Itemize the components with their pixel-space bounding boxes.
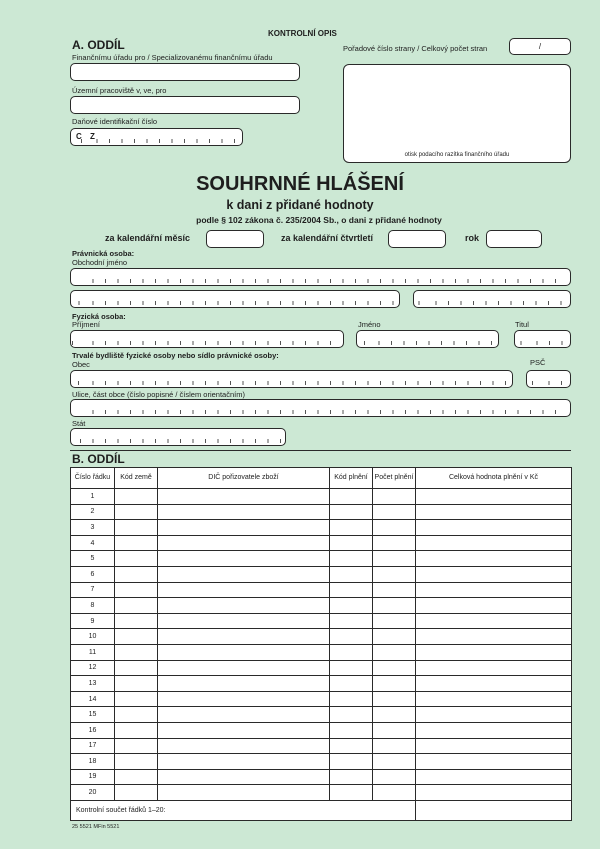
- buyer-vat-cell[interactable]: [158, 551, 330, 567]
- supply-code-cell[interactable]: [330, 707, 373, 723]
- table-row: [71, 520, 572, 536]
- total-value-cell[interactable]: [416, 738, 572, 754]
- firstname-field[interactable]: [356, 330, 499, 348]
- natural-person-heading: Fyzická osoba:: [72, 312, 126, 321]
- supply-count-cell[interactable]: [373, 769, 416, 785]
- buyer-vat-cell[interactable]: [158, 566, 330, 582]
- title-field[interactable]: [514, 330, 571, 348]
- supply-count-cell[interactable]: [373, 722, 416, 738]
- form-law-reference: podle § 102 zákona č. 235/2004 Sb., o dani z přidané hodnoty: [196, 215, 442, 225]
- buyer-vat-cell[interactable]: [158, 769, 330, 785]
- country-code-cell[interactable]: [115, 644, 158, 660]
- supply-count-cell[interactable]: [373, 566, 416, 582]
- supply-code-cell[interactable]: [330, 691, 373, 707]
- total-value-cell[interactable]: [416, 754, 572, 770]
- country-code-cell[interactable]: [115, 785, 158, 801]
- form-code: 25 5521 MFin 5521: [72, 824, 120, 830]
- col-header-country-code: Kód země: [115, 468, 158, 489]
- row-number: 16: [71, 722, 115, 738]
- buyer-vat-cell[interactable]: [158, 660, 330, 676]
- total-value-cell[interactable]: [416, 644, 572, 660]
- total-row: [71, 800, 572, 820]
- buyer-vat-cell[interactable]: [158, 504, 330, 520]
- total-value-cell[interactable]: [416, 800, 572, 820]
- buyer-vat-cell[interactable]: [158, 582, 330, 598]
- table-row: [71, 738, 572, 754]
- supply-code-cell[interactable]: [330, 644, 373, 660]
- row-number: 5: [71, 551, 115, 567]
- section-divider: [70, 450, 571, 451]
- row-number: 3: [71, 520, 115, 536]
- row-number: 4: [71, 535, 115, 551]
- workplace-field[interactable]: [70, 96, 300, 114]
- col-header-supply-code: Kód plnění: [330, 468, 373, 489]
- stamp-caption: otisk podacího razítka finančního úřadu: [404, 152, 510, 158]
- supply-count-cell[interactable]: [373, 598, 416, 614]
- buyer-vat-cell[interactable]: [158, 722, 330, 738]
- stamp-area: [343, 64, 571, 163]
- country-code-cell[interactable]: [115, 707, 158, 723]
- surname-field[interactable]: [70, 330, 344, 348]
- total-value-cell[interactable]: [416, 691, 572, 707]
- supply-count-cell[interactable]: [373, 489, 416, 505]
- country-code-cell[interactable]: [115, 613, 158, 629]
- page-counter-field[interactable]: [509, 38, 571, 55]
- row-number: 8: [71, 598, 115, 614]
- buyer-vat-cell[interactable]: [158, 676, 330, 692]
- supply-code-cell[interactable]: [330, 738, 373, 754]
- table-header-row: [71, 468, 572, 489]
- country-field[interactable]: [70, 428, 286, 446]
- supply-code-cell[interactable]: [330, 598, 373, 614]
- col-header-supply-count: Počet plnění: [373, 468, 416, 489]
- country-code-cell[interactable]: [115, 551, 158, 567]
- country-code-cell[interactable]: [115, 598, 158, 614]
- total-value-cell[interactable]: [416, 722, 572, 738]
- supply-count-cell[interactable]: [373, 691, 416, 707]
- month-field[interactable]: [206, 230, 264, 248]
- supply-code-cell[interactable]: [330, 769, 373, 785]
- supply-code-cell[interactable]: [330, 629, 373, 645]
- supply-count-cell[interactable]: [373, 629, 416, 645]
- supply-count-cell[interactable]: [373, 535, 416, 551]
- tax-office-label: Finančnímu úřadu pro / Specializovanému finančnímu úřadu: [72, 53, 273, 62]
- dic-prefix: C Z: [76, 132, 98, 141]
- buyer-vat-cell[interactable]: [158, 738, 330, 754]
- country-code-cell[interactable]: [115, 660, 158, 676]
- supply-code-cell[interactable]: [330, 722, 373, 738]
- form-title: SOUHRNNÉ HLÁŠENÍ: [196, 173, 404, 195]
- supply-code-cell[interactable]: [330, 676, 373, 692]
- total-value-cell[interactable]: [416, 489, 572, 505]
- supply-count-cell[interactable]: [373, 738, 416, 754]
- supply-code-cell[interactable]: [330, 660, 373, 676]
- row-number: 13: [71, 676, 115, 692]
- buyer-vat-cell[interactable]: [158, 691, 330, 707]
- row-number: 6: [71, 566, 115, 582]
- table-row: [71, 551, 572, 567]
- supply-count-cell[interactable]: [373, 707, 416, 723]
- supply-count-cell[interactable]: [373, 504, 416, 520]
- supply-count-cell[interactable]: [373, 613, 416, 629]
- title-label: Titul: [515, 320, 529, 329]
- table-row: [71, 629, 572, 645]
- country-code-cell[interactable]: [115, 754, 158, 770]
- dic-label: Daňové identifikační číslo: [72, 117, 158, 126]
- country-code-cell[interactable]: [115, 520, 158, 536]
- row-number: 14: [71, 691, 115, 707]
- row-number: 18: [71, 754, 115, 770]
- supply-code-cell[interactable]: [330, 504, 373, 520]
- workplace-label: Územní pracoviště v, ve, pro: [72, 86, 167, 95]
- supply-code-cell[interactable]: [330, 754, 373, 770]
- section-b-table: [70, 467, 572, 821]
- buyer-vat-cell[interactable]: [158, 598, 330, 614]
- firstname-label: Jméno: [358, 320, 381, 329]
- col-header-row-number: Číslo řádku: [71, 468, 115, 489]
- supply-count-cell[interactable]: [373, 676, 416, 692]
- supply-count-cell[interactable]: [373, 582, 416, 598]
- table-row: [71, 489, 572, 505]
- country-code-cell[interactable]: [115, 535, 158, 551]
- row-number: 2: [71, 504, 115, 520]
- tax-office-field[interactable]: [70, 63, 300, 81]
- year-label: rok: [465, 233, 480, 243]
- total-value-cell[interactable]: [416, 769, 572, 785]
- country-code-cell[interactable]: [115, 738, 158, 754]
- company-name-field-2[interactable]: [70, 290, 400, 308]
- buyer-vat-cell[interactable]: [158, 489, 330, 505]
- total-value-cell[interactable]: [416, 551, 572, 567]
- table-row: [71, 582, 572, 598]
- company-name-field-1[interactable]: [70, 268, 571, 286]
- total-value-cell[interactable]: [416, 785, 572, 801]
- buyer-vat-cell[interactable]: [158, 644, 330, 660]
- supply-count-cell[interactable]: [373, 520, 416, 536]
- company-name-label: Obchodní jméno: [72, 258, 128, 267]
- quarter-label: za kalendářní čtvrtletí: [281, 233, 374, 243]
- table-row: [71, 722, 572, 738]
- country-code-cell[interactable]: [115, 722, 158, 738]
- supply-count-cell[interactable]: [373, 785, 416, 801]
- zip-label: PSČ: [530, 358, 546, 367]
- street-label: Ulice, část obce (číslo popisné / číslem orientačním): [72, 390, 245, 399]
- table-row: [71, 566, 572, 582]
- table-row: [71, 598, 572, 614]
- buyer-vat-cell[interactable]: [158, 785, 330, 801]
- supply-code-cell[interactable]: [330, 551, 373, 567]
- year-field[interactable]: [486, 230, 542, 248]
- table-row: [71, 676, 572, 692]
- country-code-cell[interactable]: [115, 504, 158, 520]
- row-number: 11: [71, 644, 115, 660]
- country-code-cell[interactable]: [115, 676, 158, 692]
- table-row: [71, 504, 572, 520]
- section-b-heading: B. ODDÍL: [72, 452, 125, 466]
- country-code-cell[interactable]: [115, 489, 158, 505]
- city-label: Obec: [72, 360, 90, 369]
- total-value-cell[interactable]: [416, 707, 572, 723]
- city-field[interactable]: [70, 370, 513, 388]
- total-label: Kontrolní součet řádků 1–20:: [71, 800, 416, 820]
- row-number: 19: [71, 769, 115, 785]
- supply-code-cell[interactable]: [330, 535, 373, 551]
- table-row: [71, 613, 572, 629]
- total-value-cell[interactable]: [416, 535, 572, 551]
- col-header-buyer-vat: DIČ pořizovatele zboží: [158, 468, 330, 489]
- supply-count-cell[interactable]: [373, 551, 416, 567]
- section-a-heading: A. ODDÍL: [72, 38, 125, 52]
- total-value-cell[interactable]: [416, 598, 572, 614]
- total-value-cell[interactable]: [416, 566, 572, 582]
- total-value-cell[interactable]: [416, 676, 572, 692]
- total-value-cell[interactable]: [416, 613, 572, 629]
- buyer-vat-cell[interactable]: [158, 707, 330, 723]
- copy-label: KONTROLNÍ OPIS: [268, 29, 337, 38]
- country-code-cell[interactable]: [115, 566, 158, 582]
- country-code-cell[interactable]: [115, 691, 158, 707]
- legal-person-heading: Právnická osoba:: [72, 249, 135, 258]
- col-header-total-value: Celková hodnota plnění v Kč: [416, 468, 572, 489]
- total-value-cell[interactable]: [416, 660, 572, 676]
- company-name-field-3[interactable]: [413, 290, 571, 308]
- row-number: 17: [71, 738, 115, 754]
- buyer-vat-cell[interactable]: [158, 629, 330, 645]
- table-row: [71, 707, 572, 723]
- row-number: 10: [71, 629, 115, 645]
- table-row: [71, 785, 572, 801]
- supply-code-cell[interactable]: [330, 520, 373, 536]
- row-number: 9: [71, 613, 115, 629]
- table-row: [71, 535, 572, 551]
- row-number: 20: [71, 785, 115, 801]
- country-code-cell[interactable]: [115, 769, 158, 785]
- page-counter-label: Pořadové číslo strany / Celkový počet stran: [343, 44, 488, 53]
- supply-code-cell[interactable]: [330, 785, 373, 801]
- buyer-vat-cell[interactable]: [158, 613, 330, 629]
- buyer-vat-cell[interactable]: [158, 535, 330, 551]
- row-number: 15: [71, 707, 115, 723]
- country-code-cell[interactable]: [115, 629, 158, 645]
- zip-field[interactable]: [526, 370, 571, 388]
- buyer-vat-cell[interactable]: [158, 754, 330, 770]
- table-row: [71, 691, 572, 707]
- country-code-cell[interactable]: [115, 582, 158, 598]
- month-label: za kalendářní měsíc: [105, 233, 191, 243]
- table-row: [71, 644, 572, 660]
- row-number: 12: [71, 660, 115, 676]
- street-field[interactable]: [70, 399, 571, 417]
- supply-count-cell[interactable]: [373, 644, 416, 660]
- supply-code-cell[interactable]: [330, 566, 373, 582]
- total-value-cell[interactable]: [416, 582, 572, 598]
- total-value-cell[interactable]: [416, 629, 572, 645]
- supply-code-cell[interactable]: [330, 489, 373, 505]
- country-label: Stát: [72, 419, 86, 428]
- table-row: [71, 769, 572, 785]
- buyer-vat-cell[interactable]: [158, 520, 330, 536]
- supply-count-cell[interactable]: [373, 754, 416, 770]
- quarter-field[interactable]: [388, 230, 446, 248]
- table-row: [71, 754, 572, 770]
- supply-code-cell[interactable]: [330, 582, 373, 598]
- total-value-cell[interactable]: [416, 520, 572, 536]
- row-number: 7: [71, 582, 115, 598]
- total-value-cell[interactable]: [416, 504, 572, 520]
- supply-code-cell[interactable]: [330, 613, 373, 629]
- page-counter-value: /: [538, 42, 542, 51]
- table-row: [71, 660, 572, 676]
- row-number: 1: [71, 489, 115, 505]
- dic-field[interactable]: [70, 128, 243, 146]
- address-heading: Trvalé bydliště fyzické osoby nebo sídlo právnické osoby:: [72, 351, 279, 360]
- supply-count-cell[interactable]: [373, 660, 416, 676]
- form-subtitle: k dani z přidané hodnoty: [226, 198, 374, 212]
- surname-label: Příjmení: [72, 320, 100, 329]
